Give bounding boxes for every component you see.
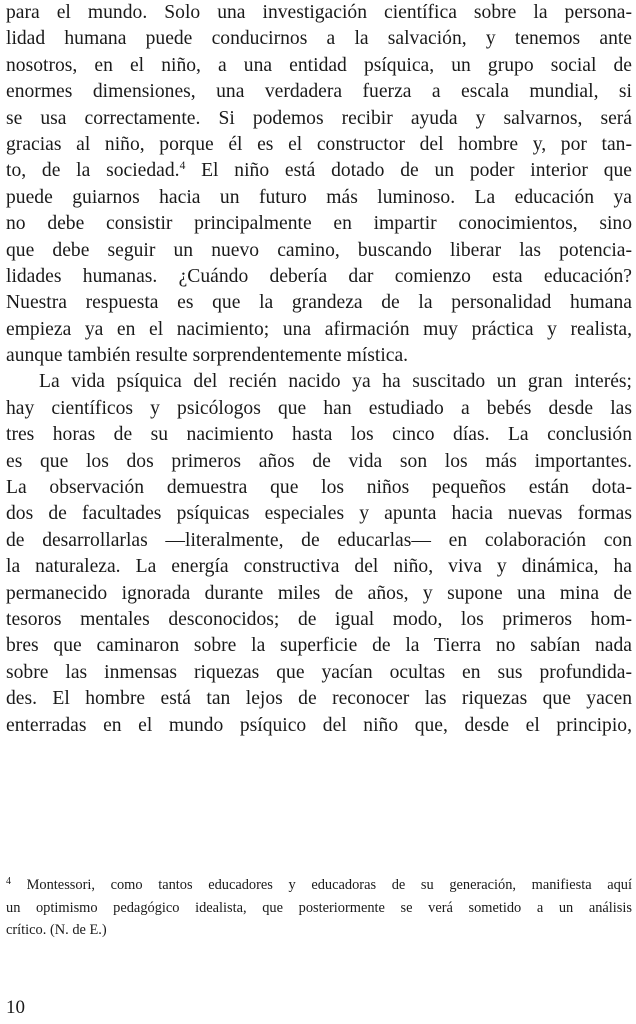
text-line: lidades humanas. ¿Cuándo debería dar comienzo esta educación? xyxy=(6,265,632,287)
footnote-reference[interactable]: 4 xyxy=(179,160,186,173)
text-line: enormes dimensiones, una verdadera fuerza a escala mundial, si xyxy=(6,81,632,103)
text-line: sobre las inmensas riquezas que yacían ocultas en sus profundida- xyxy=(6,661,632,683)
text-line: que debe seguir un nuevo camino, buscando liberar las potencia- xyxy=(6,239,632,261)
text-line: La observación demuestra que los niños pequeños están dota- xyxy=(6,477,632,499)
page-body xyxy=(6,0,632,739)
text-line: para el mundo. Solo una investigación científica sobre la persona- xyxy=(6,2,632,23)
footnote-line xyxy=(6,874,632,897)
footnote-number: 4 xyxy=(6,876,11,887)
text-line: aunque también resulte sorprendentemente mística. xyxy=(6,345,409,367)
text-line: Nuestra respuesta es que la grandeza de la personalidad humana xyxy=(6,292,632,314)
text-line: La vida psíquica del recién nacido ya ha suscitado un gran interés; xyxy=(39,371,632,393)
footnote-line: un optimismo pedagógico idealista, que posteriormente se verá sometido a un análisis xyxy=(6,899,632,916)
paragraph-1 xyxy=(6,0,632,369)
text-line: hay científicos y psicólogos que han estudiado a bebés desde las xyxy=(6,397,632,419)
text-line: nosotros, en el niño, a una entidad psíquica, un grupo social de xyxy=(6,54,632,76)
footnote-line: crítico. (N. de E.) xyxy=(6,922,107,938)
text-line: bres que caminaron sobre la superficie de la Tierra no sabían nada xyxy=(6,635,632,657)
text-line: de desarrollarlas —literalmente, de educarlas— en colaboración con xyxy=(6,529,632,551)
text-line: gracias al niño, porque él es el constructor del hombre y, por tan- xyxy=(6,133,632,155)
text-fragment: El niño está dotado de un poder interior que xyxy=(185,160,632,182)
text-line: es que los dos primeros años de vida son los más importantes. xyxy=(6,450,632,472)
text-line: des. El hombre está tan lejos de reconocer las riquezas que yacen xyxy=(6,688,632,710)
text-line: lidad humana puede conducirnos a la salvación, y tenemos ante xyxy=(6,28,632,50)
text-line: permanecido ignorada durante miles de años, y supone una mina de xyxy=(6,582,632,604)
footnote xyxy=(6,874,632,942)
text-line: puede guiarnos hacia un futuro más luminoso. La educación ya xyxy=(6,186,632,208)
text-line: enterradas en el mundo psíquico del niño que, desde el principio, xyxy=(6,714,632,736)
text-fragment: to, de la sociedad. xyxy=(6,160,180,182)
text-line: tres horas de su nacimiento hasta los cinco días. La conclusión xyxy=(6,424,632,446)
text-line: no debe consistir principalmente en impartir conocimientos, sino xyxy=(6,213,632,235)
footnote-text: Montessori, como tantos educadores y educadoras de su generación, manifiesta aquí xyxy=(11,877,632,893)
page-number: 10 xyxy=(6,997,25,1018)
text-line: tesoros mentales desconocidos; de igual modo, los primeros hom- xyxy=(6,608,632,630)
text-line: dos de facultades psíquicas especiales y apunta hacia nuevas formas xyxy=(6,503,632,525)
paragraph-2 xyxy=(6,369,632,738)
text-line: empieza ya en el nacimiento; una afirmación muy práctica y realista, xyxy=(6,318,632,340)
text-line: se usa correctamente. Si podemos recibir ayuda y salvarnos, será xyxy=(6,107,632,129)
text-line-with-footnote-ref xyxy=(6,158,632,184)
text-line: la naturaleza. La energía constructiva del niño, viva y dinámica, ha xyxy=(6,556,632,578)
